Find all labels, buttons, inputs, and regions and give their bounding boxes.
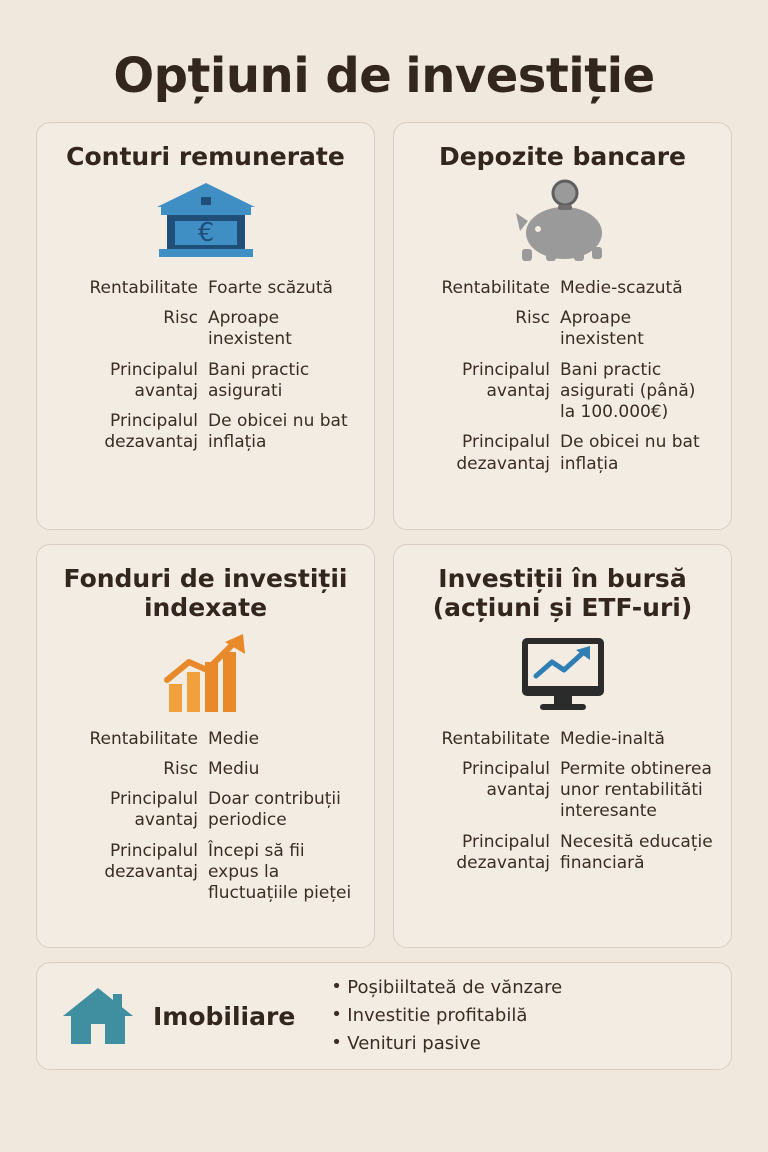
row-label: Risc (163, 758, 198, 779)
row-label: Rentabilitate (89, 728, 198, 749)
table-row (53, 759, 358, 780)
row-label: Risc (515, 308, 550, 328)
table-row (53, 360, 358, 403)
row-label: Principalul avantaj (462, 359, 550, 401)
row-label: Principalul avantaj (110, 789, 198, 831)
card-fonduri-indexate (36, 544, 375, 948)
piggy-bank-icon (410, 176, 715, 268)
growth-bar-chart-icon (53, 627, 358, 719)
table-row (410, 360, 715, 424)
row-value: Aproape inexistent (560, 308, 644, 350)
card-title: Investiții în bursă (acțiuni și ETF-uri) (432, 564, 693, 622)
card-rows (53, 278, 358, 454)
table-row (410, 432, 715, 475)
card-rows (410, 729, 715, 875)
list-item: • Investitie profitabilă (331, 1002, 562, 1030)
list-item: • Poșibiiltateă de vănzare (331, 974, 562, 1002)
row-value: Necesită educație financiară (560, 831, 713, 873)
row-label: Rentabilitate (89, 277, 198, 298)
card-rows (410, 278, 715, 475)
card-title: Fonduri de investiții indexate (63, 564, 348, 622)
row-label: Principalul dezavantaj (104, 840, 198, 882)
list-item: • Venituri pasive (331, 1030, 562, 1058)
table-row (410, 278, 715, 299)
card-title: Conturi remunerate (66, 142, 345, 171)
card-title: Depozite bancare (438, 142, 687, 171)
row-value: Medie (208, 728, 260, 749)
card-conturi-remunerate (36, 122, 375, 530)
row-value: Medie-inaltă (560, 728, 665, 749)
table-row (53, 308, 358, 351)
row-value: De obicei nu bat inflația (560, 432, 700, 474)
row-value: Bani practic asigurati (208, 359, 310, 401)
row-label: Rentabilitate (441, 277, 550, 298)
page-title-part2: investiție (405, 48, 655, 104)
page-title-part1: Opțiuni de (113, 48, 392, 104)
bank-euro-icon (53, 176, 358, 268)
table-row (53, 841, 358, 905)
row-value: De obicei nu bat inflația (208, 411, 348, 453)
row-label: Principalul avantaj (110, 359, 198, 401)
row-value: Doar contribuții periodice (208, 789, 341, 831)
table-row (53, 789, 358, 832)
house-icon (55, 984, 141, 1048)
row-label: Principalul dezavantaj (456, 831, 550, 873)
table-row (53, 278, 358, 299)
table-row (410, 832, 715, 875)
row-value: Aproape inexistent (208, 308, 292, 350)
banner-title: Imobiliare (153, 1001, 296, 1031)
row-label: Principalul avantaj (462, 758, 550, 800)
row-value: Foarte scăzută (208, 277, 333, 298)
monitor-chart-icon (410, 627, 715, 719)
row-value: Mediu (208, 758, 260, 779)
row-value: Medie-scazută (560, 277, 683, 298)
table-row (410, 308, 715, 351)
card-depozite-bancare (393, 122, 732, 530)
cards-grid (36, 122, 732, 948)
table-row (410, 759, 715, 823)
row-value: Bani practic asigurati (până) la 100.000€) (560, 359, 696, 422)
banner-bullet-list (313, 974, 562, 1058)
row-label: Risc (163, 308, 198, 328)
row-label: Rentabilitate (441, 728, 550, 749)
row-value: Începi să fii expus la fluctuațiile pieței (208, 840, 352, 903)
card-investitii-bursa (393, 544, 732, 948)
card-rows (53, 729, 358, 905)
table-row (53, 729, 358, 750)
table-row (53, 411, 358, 454)
page-title (36, 0, 732, 110)
table-row (410, 729, 715, 750)
card-imobiliare (36, 962, 732, 1070)
row-value: Permite obtinerea unor rentabilităti interesante (560, 758, 712, 822)
row-label: Principalul dezavantaj (104, 411, 198, 453)
row-label: Principalul dezavantaj (456, 432, 550, 474)
svg-text:€: € (197, 217, 214, 248)
